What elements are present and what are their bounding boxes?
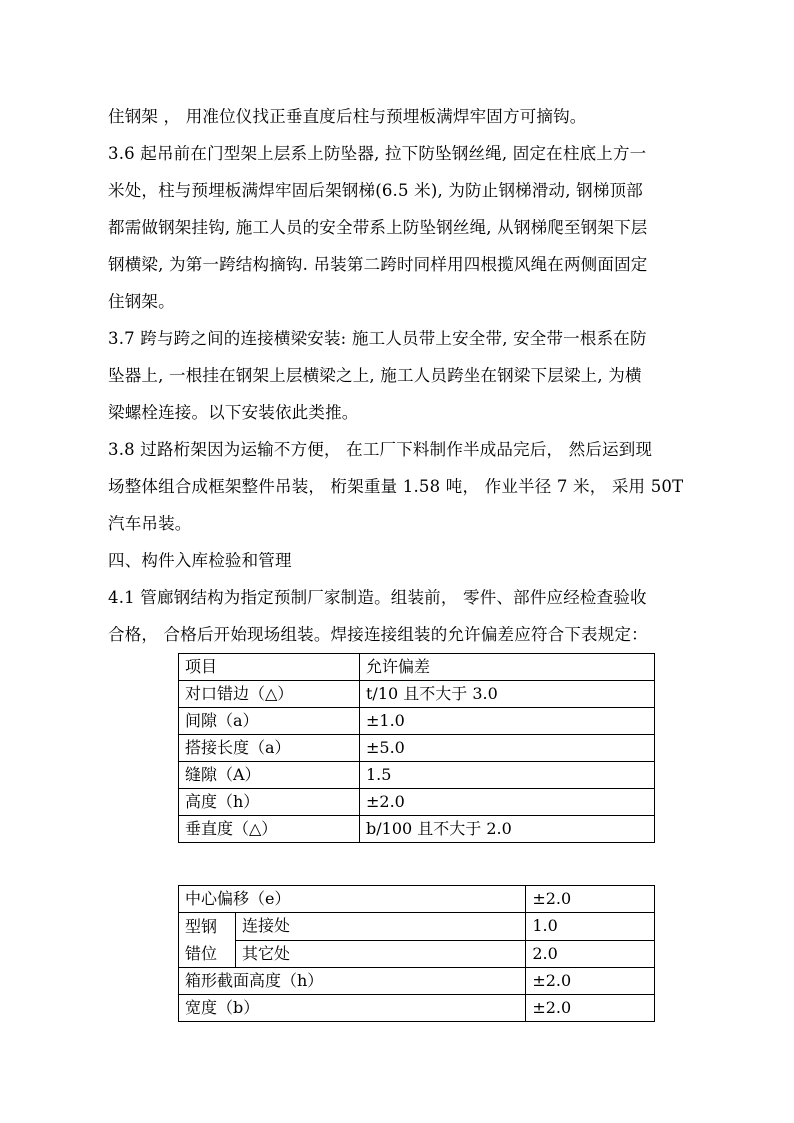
- table-row: [179, 789, 655, 816]
- table-cell: 宽度（b）: [179, 995, 526, 1022]
- group-label: 错位: [185, 944, 218, 963]
- paragraph-line: 合格， 合格后开始现场组装。焊接连接组装的允许偏差应符合下表规定：: [108, 625, 648, 644]
- table-cell: 垂直度（△）: [179, 816, 360, 843]
- table-cell: 2.0: [526, 940, 655, 968]
- paragraph-line: 汽车吊装。: [108, 514, 192, 533]
- table-row: [179, 681, 655, 708]
- group-cell-steel-misalignment: [179, 913, 236, 968]
- table-row: [179, 886, 655, 913]
- paragraph-line: 住钢架 ， 用准位仪找正垂直度后柱与预埋板满焊牢固方可摘钩。: [108, 107, 587, 126]
- paragraph-line: 4.1 管廊钢结构为指定预制厂家制造。组装前， 零件、部件应经检查验收: [108, 588, 647, 607]
- table-row: [179, 913, 655, 941]
- table-cell: 缝隙（A）: [179, 762, 360, 789]
- table-row: [179, 816, 655, 843]
- section-heading: 四、构件入库检验和管理: [108, 551, 292, 570]
- table-cell: t/10 且不大于 3.0: [360, 681, 655, 708]
- paragraph-line: 3.7 跨与跨之间的连接横梁安装: 施工人员带上安全带, 安全带一根系在防: [108, 329, 647, 348]
- table-cell: ±2.0: [526, 968, 655, 995]
- tolerance-table-continued: [178, 885, 655, 1022]
- table-cell: ±2.0: [360, 789, 655, 816]
- paragraph-line: 3.8 过路桁架因为运输不方便， 在工厂下料制作半成品完后， 然后运到现: [108, 440, 653, 459]
- table-cell: ±5.0: [360, 735, 655, 762]
- group-label: 型钢: [185, 917, 218, 936]
- table-row: [179, 762, 655, 789]
- table-cell: 搭接长度（a）: [179, 735, 360, 762]
- table-cell: 1.5: [360, 762, 655, 789]
- table-row: [179, 940, 655, 968]
- table-cell: 间隙（a）: [179, 708, 360, 735]
- table-cell: 其它处: [236, 940, 526, 968]
- table-cell: 高度（h）: [179, 789, 360, 816]
- table-cell: ±2.0: [526, 886, 655, 913]
- table-cell: ±2.0: [526, 995, 655, 1022]
- header-cell-item: 项目: [179, 654, 360, 681]
- table-cell: ±1.0: [360, 708, 655, 735]
- table-row: [179, 968, 655, 995]
- table-cell: 1.0: [526, 913, 655, 941]
- table-row: [179, 735, 655, 762]
- paragraph-line: 都需做钢架挂钩, 施工人员的安全带系上防坠钢丝绳, 从钢梯爬至钢架下层: [108, 218, 648, 237]
- table-cell: 对口错边（△）: [179, 681, 360, 708]
- table-row: [179, 995, 655, 1022]
- table-cell: b/100 且不大于 2.0: [360, 816, 655, 843]
- paragraph-line: 米处，柱与预埋板满焊牢固后架钢梯(6.5 米), 为防止钢梯滑动, 钢梯顶部: [108, 181, 643, 200]
- table-header-row: [179, 654, 655, 681]
- paragraph-line: 3.6 起吊前在门型架上层系上防坠器, 拉下防坠钢丝绳, 固定在柱底上方一: [108, 144, 647, 163]
- paragraph-line: 梁螺栓连接。以下安装依此类推。: [108, 403, 359, 422]
- paragraph-line: 钢横梁, 为第一跨结构摘钩. 吊装第二跨时同样用四根揽风绳在两侧面固定: [108, 255, 648, 274]
- paragraph-line: 坠器上, 一根挂在钢架上层横梁之上, 施工人员跨坐在钢梁下层梁上, 为横: [108, 366, 642, 385]
- header-cell-tolerance: 允许偏差: [360, 654, 655, 681]
- paragraph-line: 住钢架。: [108, 292, 175, 311]
- tolerance-table: [178, 653, 655, 843]
- paragraph-line: 场整体组合成框架整件吊装， 桁架重量 1.58 吨， 作业半径 7 米， 采用 50T: [108, 477, 684, 496]
- table-cell: 中心偏移（e）: [179, 886, 526, 913]
- table-row: [179, 708, 655, 735]
- table-cell: 连接处: [236, 913, 526, 941]
- table-cell: 箱形截面高度（h）: [179, 968, 526, 995]
